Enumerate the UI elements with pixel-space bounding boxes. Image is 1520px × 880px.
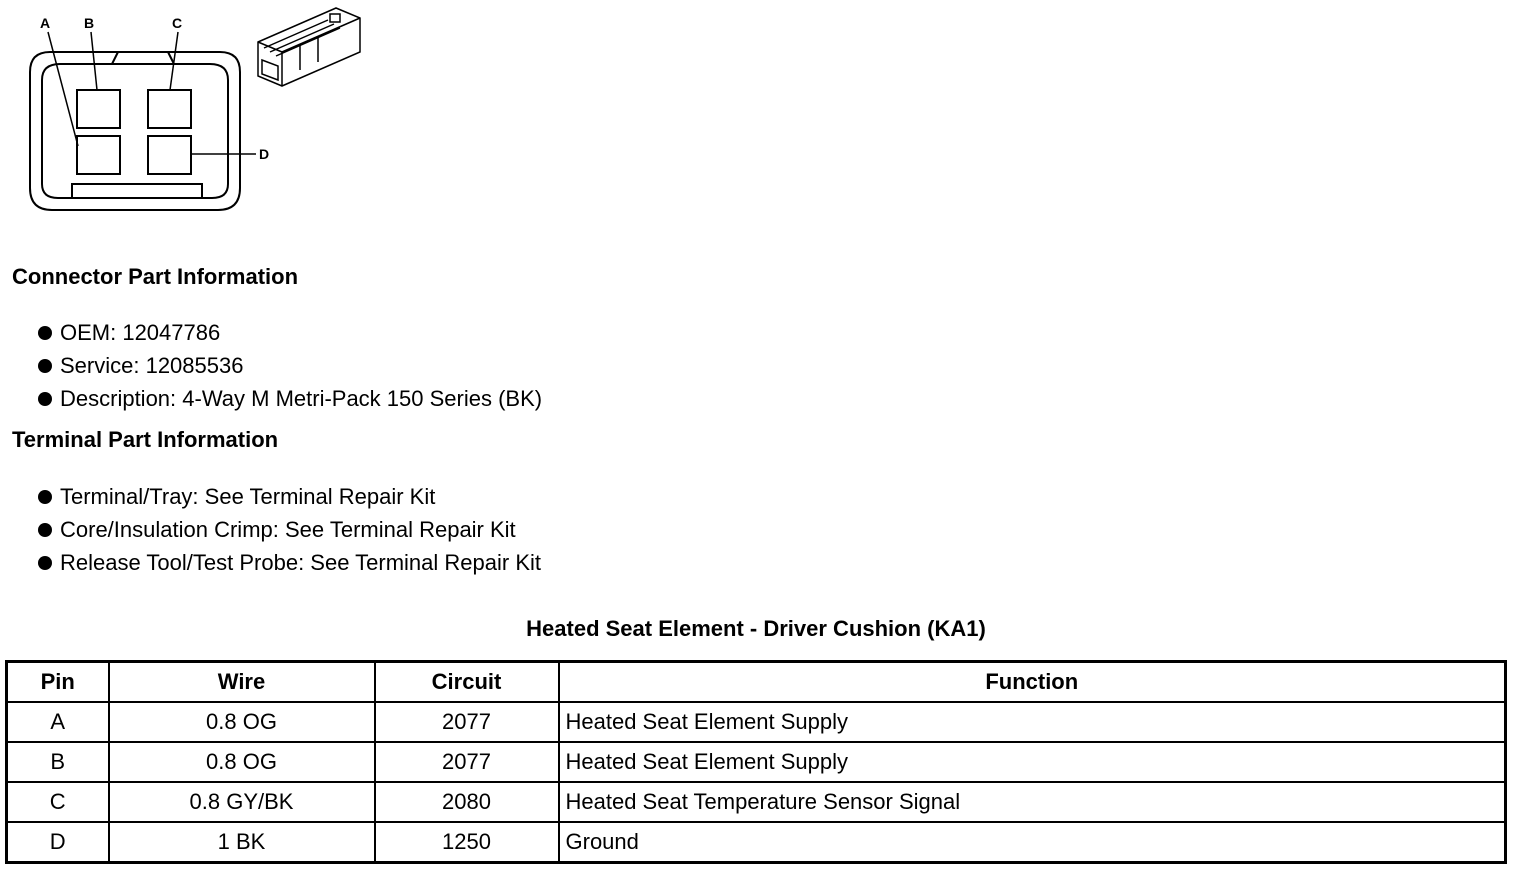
connector-isometric	[258, 8, 360, 86]
wire-cell: 0.8 OG	[109, 702, 375, 742]
connector-diagram	[0, 0, 380, 220]
pin-label-c: C	[172, 15, 183, 31]
connector-face	[30, 52, 240, 210]
pin-label-b: B	[84, 15, 95, 31]
function-cell: Heated Seat Element Supply	[559, 702, 1506, 742]
header-wire: Wire	[109, 662, 375, 703]
table-row	[7, 742, 1506, 782]
list-item-text: Description: 4-Way M Metri-Pack 150 Series (BK)	[60, 386, 543, 411]
bullet-icon	[38, 326, 52, 340]
pin-cell: C	[7, 782, 109, 822]
list-item-text: OEM: 12047786	[60, 320, 221, 345]
list-item-text: Terminal/Tray: See Terminal Repair Kit	[60, 484, 436, 509]
pinout-table	[5, 660, 1507, 864]
list-item	[10, 513, 541, 546]
function-cell: Heated Seat Temperature Sensor Signal	[559, 782, 1506, 822]
bullet-icon	[38, 490, 52, 504]
bullet-icon	[38, 556, 52, 570]
table-header-row	[7, 662, 1506, 703]
circuit-cell: 1250	[375, 822, 559, 863]
list-item-text: Release Tool/Test Probe: See Terminal Repair Kit	[60, 550, 541, 575]
function-cell: Ground	[559, 822, 1506, 863]
table-row	[7, 822, 1506, 863]
circuit-cell: 2077	[375, 702, 559, 742]
connector-info-heading: Connector Part Information	[12, 264, 299, 289]
list-item	[10, 480, 541, 513]
list-item-text: Core/Insulation Crimp: See Terminal Repair Kit	[60, 517, 516, 542]
pin-label-d: D	[259, 146, 270, 162]
header-pin: Pin	[7, 662, 109, 703]
connector-info-list	[10, 316, 542, 415]
pin-label-a: A	[40, 15, 51, 31]
pin-cell: D	[7, 822, 109, 863]
list-item	[10, 546, 541, 579]
circuit-cell: 2080	[375, 782, 559, 822]
terminal-info-heading: Terminal Part Information	[12, 427, 279, 452]
header-function: Function	[559, 662, 1506, 703]
circuit-cell: 2077	[375, 742, 559, 782]
pin-cell: B	[7, 742, 109, 782]
table-row	[7, 782, 1506, 822]
list-item	[10, 316, 542, 349]
bullet-icon	[38, 359, 52, 373]
header-circuit: Circuit	[375, 662, 559, 703]
function-cell: Heated Seat Element Supply	[559, 742, 1506, 782]
wire-cell: 1 BK	[109, 822, 375, 863]
list-item-text: Service: 12085536	[60, 353, 244, 378]
bullet-icon	[38, 392, 52, 406]
pin-cell: A	[7, 702, 109, 742]
terminal-info-list	[10, 480, 541, 579]
list-item	[10, 382, 542, 415]
bullet-icon	[38, 523, 52, 537]
list-item	[10, 349, 542, 382]
table-title: Heated Seat Element - Driver Cushion (KA1)	[526, 616, 986, 641]
wire-cell: 0.8 GY/BK	[109, 782, 375, 822]
table-row	[7, 702, 1506, 742]
wire-cell: 0.8 OG	[109, 742, 375, 782]
